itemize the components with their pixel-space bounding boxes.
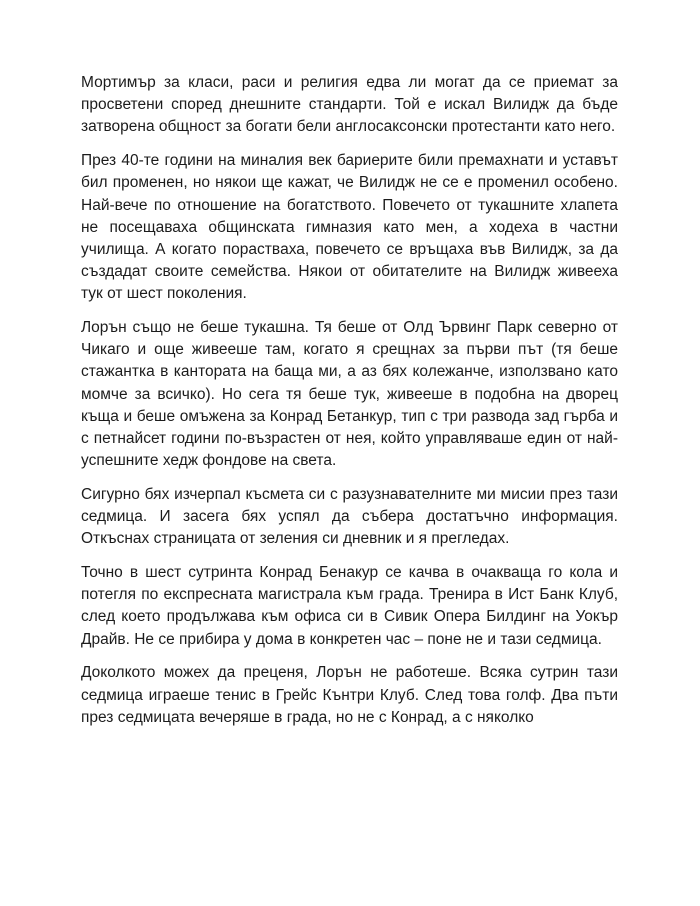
paragraph-1: Мортимър за класи, раси и религия едва ли могат да се приемат за просветени според днешните стандарти. Той е искал Вилидж да бъде затворена общност за богати бели англосаксонски протестанти като него. — [81, 74, 618, 136]
paragraph-4: Сигурно бях изчерпал късмета си с разузнавателните ми мисии през тази седмица. И засега бях успял да събера достатъчно информация. Откъснах страницата от зеления си дневник и я прегледах. — [81, 485, 618, 548]
paragraph-5: Точно в шест сутринта Конрад Бенакур се качва в очакваща го кола и потегля по експресната магистрала към града. Тренира в Ист Банк Клуб, след което продължава към офиса си в Сивик Опера Билдинг на Уокър Драйв. Не се прибира у дома в конкретен час – поне не и тази седмица. — [81, 564, 618, 648]
paragraph-3: Лорън също не беше тукашна. Тя беше от Олд Ървинг Парк северно от Чикаго и още живееше там, когато я срещнах за първи път (тя беше стажантка в канторатa на баща ми, а аз бях колежанче, използвано като момче за всичко). Но сега тя беше тук, живееше в подобна на дворец къща и беше омъжена за Конрад Бетанкур, тип с три развода зад гърба и с петнайсет години по-възрастен от нея, който управляваше един от най-успешните хедж фондове на света. — [81, 319, 618, 470]
paragraph-2: През 40-те години на миналия век бариерите били премахнати и уставът бил променен, но някои ще кажат, че Вилидж не се е променил особено. Най-вече по отношение на богатството. Повечето от тукашните хлапета не посещаваха общинската гимназия като мен, а ходеха в частни училища. А когато пораствaха, повечето се връщаха във Вилидж, за да създадат своите семейства. Някои от обитателите на Вилидж живееха тук от шест поколения. — [81, 152, 618, 303]
body-text — [81, 72, 618, 740]
paragraph-6: Доколкото можех да преценя, Лорън не работеше. Всяка сутрин тази седмица играеше тенис в Грейс Кънтри Клуб. След това голф. Два пъти през седмицата вечеряше в града, но не с Конрад, а с няколко — [81, 664, 618, 726]
